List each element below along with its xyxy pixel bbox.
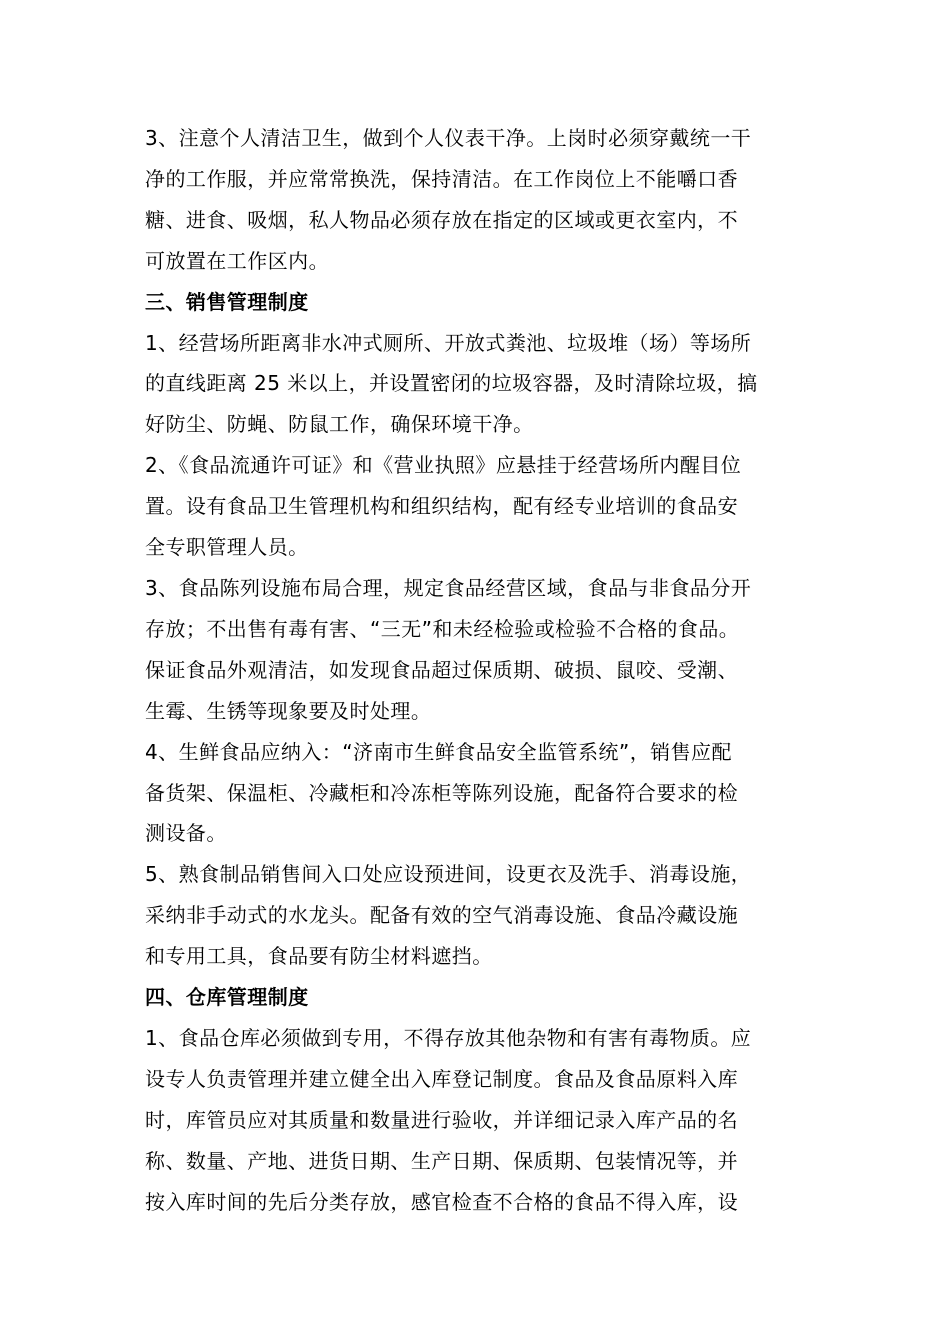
paragraph-warehouse-1: 1、食品仓库必须做到专用，不得存放其他杂物和有害有毒物质。应 设专人负责管理并建立健全出入库登记制度。食品及食品原料入库 时，库管员应对其质量和数量进行验收，并详细记录入库产品的名 称、数量、产地、进货日期、生产日期、保质期、包装情况等，并 按入库时间的先后分类存放，感官检查不合格的食品不得入库，设 (145, 1025, 752, 1214)
document-body (145, 118, 810, 1222)
section-heading-warehouse-management: 四、仓库管理制度 (145, 985, 309, 1010)
paragraph-personal-hygiene: 3、注意个人清洁卫生，做到个人仪表干净。上岗时必须穿戴统一干 净的工作服，并应常常换洗，保持清洁。在工作岗位上不能嚼口香 糖、进食、吸烟，私人物品必须存放在指定的区域或更衣室内，不 可放置在工作区内。 (145, 126, 752, 273)
paragraph-sales-3: 3、食品陈列设施布局合理，规定食品经营区域，食品与非食品分开 存放；不出售有毒有害、“三无”和未经检验或检验不合格的食品。 保证食品外观清洁，如发现食品超过保质期、破损、鼠咬、受潮、 生霉、生锈等现象要及时处理。 (145, 575, 752, 723)
paragraph-sales-5: 5、熟食制品销售间入口处应设预进间，设更衣及洗手、消毒设施， 采纳非手动式的水龙头。配备有效的空气消毒设施、食品冷藏设施 和专用工具，食品要有防尘材料遮挡。 (145, 862, 752, 969)
paragraph-sales-1: 1、经营场所距离非水冲式厕所、开放式粪池、垃圾堆（场）等场所 的直线距离 25 米以上，并设置密闭的垃圾容器，及时清除垃圾，搞 好防尘、防蝇、防鼠工作，确保环境干净。 (145, 330, 758, 437)
paragraph-sales-4: 4、生鲜食品应纳入：“济南市生鲜食品安全监管系统”，销售应配 备货架、保温柜、冷藏柜和冷冻柜等陈列设施，配备符合要求的检 测设备。 (145, 739, 739, 846)
paragraph-sales-2: 2、《食品流通许可证》和《营业执照》应悬挂于经营场所内醒目位 置。设有食品卫生管理机构和组织结构，配有经专业培训的食品安 全专职管理人员。 (145, 453, 742, 560)
section-heading-sales-management: 三、销售管理制度 (145, 289, 309, 314)
